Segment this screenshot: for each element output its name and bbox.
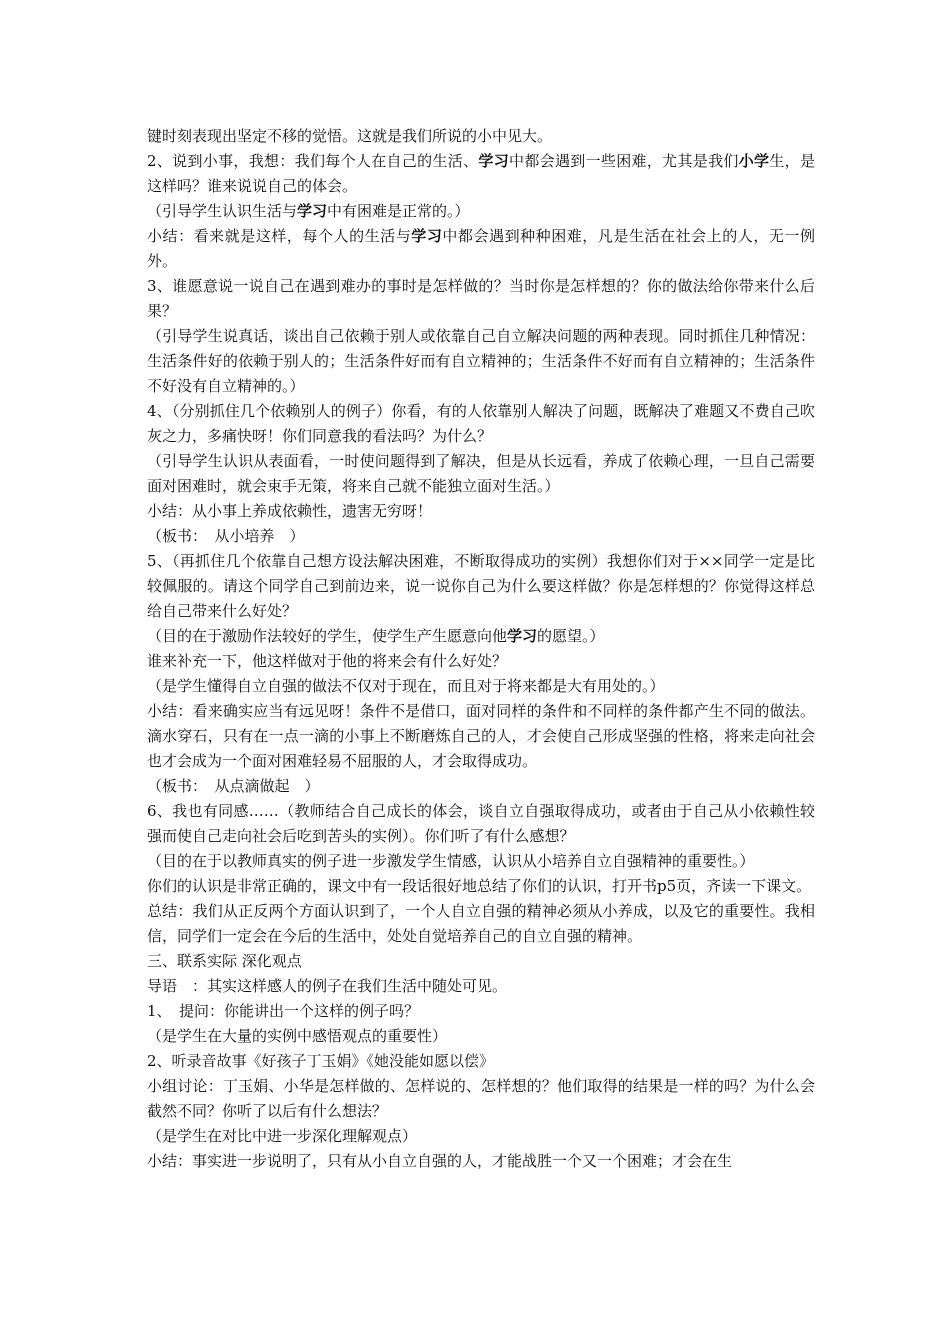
paragraph (147, 524, 815, 549)
bold-keyword: 学习 (478, 152, 510, 170)
text-run: （引导学生说真话，谈出自己依赖于别人或依靠自己自立解决问题的两种表现。同时抓住几种情况：生活条件好的依赖于别人的；生活条件好而有自立精神的；生活条件不好而有自立精神的；生活条件不好没有自立精神的。） (147, 327, 815, 395)
text-run: 中有困难是正常的。） (327, 202, 470, 220)
text-run: 4、（分别抓住几个依赖别人的例子）你看，有的人依靠别人解决了问题，既解决了难题又不费自己吹灰之力，多痛快呀！你们同意我的看法吗？为什么？ (147, 402, 815, 445)
text-run: （引导学生认识生活与 (147, 202, 298, 220)
paragraph (147, 874, 815, 899)
text-run: 小组讨论：丁玉娟、小华是怎样做的、怎样说的、怎样想的？他们取得的结果是一样的吗？为什么会截然不同？你听了以后有什么想法？ (147, 1077, 815, 1120)
text-run: 键时刻表现出坚定不移的觉悟。这就是我们所说的小中见大。 (147, 127, 553, 145)
text-run: （引导学生认识从表面看，一时使问题得到了解决，但是从长远看，养成了依赖心理，一旦自己需要面对困难时，就会束手无策，将来自己就不能独立面对生活。） (147, 452, 815, 495)
paragraph (147, 774, 815, 799)
paragraph (147, 499, 815, 524)
text-run: 三、联系实际 深化观点 (147, 952, 302, 970)
bold-keyword: 小学 (738, 152, 770, 170)
document-body (147, 124, 815, 1174)
paragraph (147, 649, 815, 674)
paragraph (147, 324, 815, 399)
paragraph (147, 849, 815, 874)
text-run: 5、（再抓住几个依靠自己想方设法解决困难，不断取得成功的实例）我想你们对于××同学一定是比较佩服的。请这个同学自己到前边来，说一说你自己为什么要这样做？你是怎样想的？你觉得这样总给自己带来什么好处？ (147, 552, 815, 620)
paragraph (147, 1049, 815, 1074)
text-run: 2、听录音故事《好孩子丁玉娟》《她没能如愿以偿》 (147, 1052, 495, 1070)
text-run: 1、 提问：你能讲出一个这样的例子吗？ (147, 1002, 420, 1020)
paragraph (147, 624, 815, 649)
paragraph (147, 224, 815, 274)
text-run: 小结：事实进一步说明了，只有从小自立自强的人，才能战胜一个又一个困难；才会在生 (147, 1152, 733, 1170)
paragraph (147, 199, 815, 224)
text-run: （板书： 从点滴做起 ） (147, 777, 320, 795)
paragraph (147, 799, 815, 849)
paragraph (147, 699, 815, 774)
text-run: （目的在于激励作法较好的学生，使学生产生愿意向他 (147, 627, 508, 645)
text-run: 生，是这样吗？谁来说说自己的体会。 (147, 152, 815, 195)
paragraph (147, 399, 815, 449)
paragraph (147, 149, 815, 199)
text-run: （是学生懂得自立自强的做法不仅对于现在，而且对于将来都是大有用处的。） (147, 677, 665, 695)
bold-keyword: 学习 (297, 202, 328, 220)
text-run: 小结：看来确实应当有远见呀！条件不是借口，面对同样的条件和不同样的条件都产生不同的做法。滴水穿石，只有在一点一滴的小事上不断磨炼自己的人，才会使自己形成坚强的性格，将来走向社会也才会成为一个面对困难轻易不屈服的人，才会取得成功。 (147, 702, 815, 770)
paragraph (147, 974, 815, 999)
paragraph (147, 674, 815, 699)
text-run: 中都会遇到一些困难，尤其是我们 (509, 152, 739, 170)
text-run: （是学生在大量的实例中感悟观点的重要性） (147, 1027, 448, 1045)
bold-keyword: 学习 (411, 227, 443, 245)
text-run: 谁来补充一下，他这样做对于他的将来会有什么好处？ (147, 652, 508, 670)
text-run: 6、我也有同感……（教师结合自己成长的体会，谈自立自强取得成功，或者由于自己从小依赖性较强而使自己走向社会后吃到苦头的实例）。你们听了有什么感想？ (147, 802, 815, 845)
text-run: 你们的认识是非常正确的，课文中有一段话很好地总结了你们的认识，打开书p5页，齐读一下课文。 (147, 877, 812, 895)
text-run: 小结：看来就是这样，每个人的生活与 (147, 227, 412, 245)
paragraph (147, 1024, 815, 1049)
bold-keyword: 学习 (507, 627, 538, 645)
text-run: 2、说到小事，我想：我们每个人在自己的生活、 (147, 152, 479, 170)
paragraph (147, 949, 815, 974)
text-run: （板书： 从小培养 ） (147, 527, 305, 545)
text-run: 小结：从小事上养成依赖性，遗害无穷呀！ (147, 502, 433, 520)
paragraph (147, 449, 815, 499)
paragraph (147, 1074, 815, 1124)
text-run: （目的在于以教师真实的例子进一步激发学生情感，认识从小培养自立自强精神的重要性。） (147, 852, 755, 870)
text-run: 总结：我们从正反两个方面认识到了，一个人自立自强的精神必须从小养成，以及它的重要性。我相信，同学们一定会在今后的生活中，处处自觉培养自己的自立自强的精神。 (147, 902, 815, 945)
text-run: 3、谁愿意说一说自己在遇到难办的事时是怎样做的？当时你是怎样想的？你的做法给你带来什么后果？ (147, 277, 815, 320)
paragraph (147, 1149, 815, 1174)
text-run: 的愿望。） (537, 627, 605, 645)
text-run: 导语 ：其实这样感人的例子在我们生活中随处可见。 (147, 977, 508, 995)
paragraph (147, 274, 815, 324)
paragraph (147, 1124, 815, 1149)
text-run: 中都会遇到种种困难，凡是生活在社会上的人，无一例外。 (147, 227, 815, 270)
paragraph (147, 899, 815, 949)
text-run: （是学生在对比中进一步深化理解观点） (147, 1127, 418, 1145)
paragraph (147, 999, 815, 1024)
paragraph (147, 549, 815, 624)
paragraph (147, 124, 815, 149)
